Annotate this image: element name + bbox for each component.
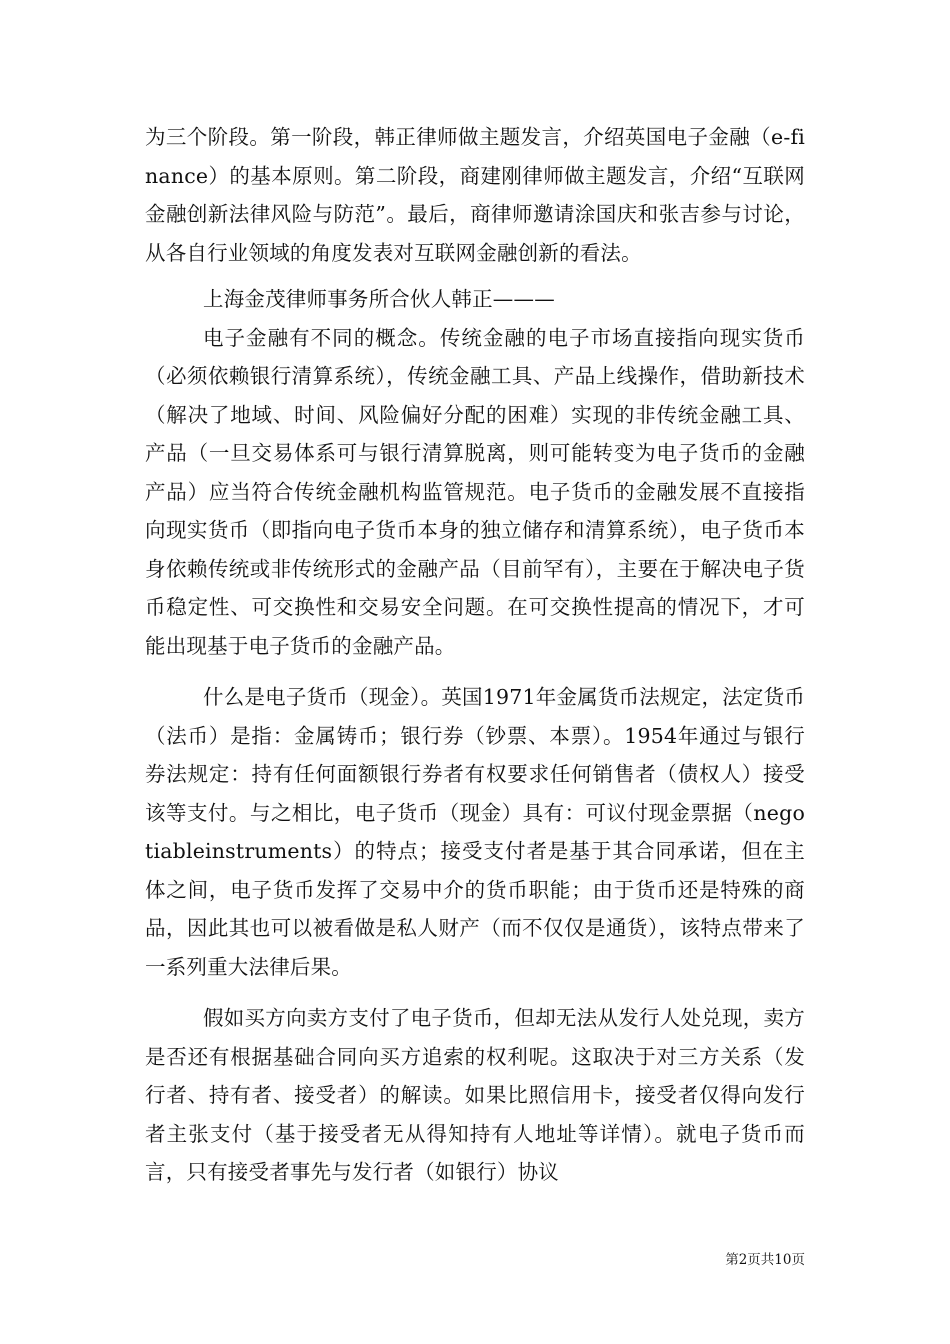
document-body <box>145 118 805 1192</box>
paragraph-continuation: 为三个阶段。第一阶段，韩正律师做主题发言，介绍英国电子金融（e-finance）的基本原则。第二阶段，商建刚律师做主题发言，介绍“互联网金融创新法律风险与防范”。最后，商律师邀请涂国庆和张吉参与讨论，从各自行业领域的角度发表对互联网金融创新的看法。 <box>145 125 805 265</box>
paragraph-electronic-finance-concepts: 电子金融有不同的概念。传统金融的电子市场直接指向现实货币（必须依赖银行清算系统），传统金融工具、产品上线操作，借助新技术（解决了地域、时间、风险偏好分配的困难）实现的非传统金融工具、产品（一旦交易体系可与银行清算脱离，则可能转变为电子货币的金融产品）应当符合传统金融机构监管规范。电子货币的金融发展不直接指向现实货币（即指向电子货币本身的独立储存和清算系统），电子货币本身依赖传统或非传统形式的金融产品（目前罕有），主要在于解决电子货币稳定性、可交换性和交易安全问题。在可交换性提高的情况下，才可能出现基于电子货币的金融产品。 <box>145 325 805 658</box>
paragraph-what-is-electronic-money: 什么是电子货币（现金）。英国1971年金属货币法规定，法定货币（法币）是指：金属铸币；银行券（钞票、本票）。1954年通过与银行券法规定：持有任何面额银行券者有权要求任何销售者（债权人）接受该等支付。与之相比，电子货币（现金）具有：可议付现金票据（negotiableinstruments）的特点；接受支付者是基于其合同承诺，但在主体之间，电子货币发挥了交易中介的货币职能；由于货币还是特殊的商品，因此其也可以被看做是私人财产（而不仅仅是通货），该特点带来了一系列重大法律后果。 <box>145 685 805 979</box>
page-number-footer: 第2页共10页 <box>725 1252 805 1268</box>
paragraph-buyer-seller-recourse: 假如买方向卖方支付了电子货币，但却无法从发行人处兑现，卖方是否还有根据基础合同向买方追索的权利呢。这取决于对三方关系（发行者、持有者、接受者）的解读。如果比照信用卡，接受者仅得向发行者主张支付（基于接受者无从得知持有人地址等详情）。就电子货币而言，只有接受者事先与发行者（如银行）协议 <box>145 1006 805 1184</box>
paragraph-speaker-heading: 上海金茂律师事务所合伙人韩正——— <box>203 287 555 311</box>
